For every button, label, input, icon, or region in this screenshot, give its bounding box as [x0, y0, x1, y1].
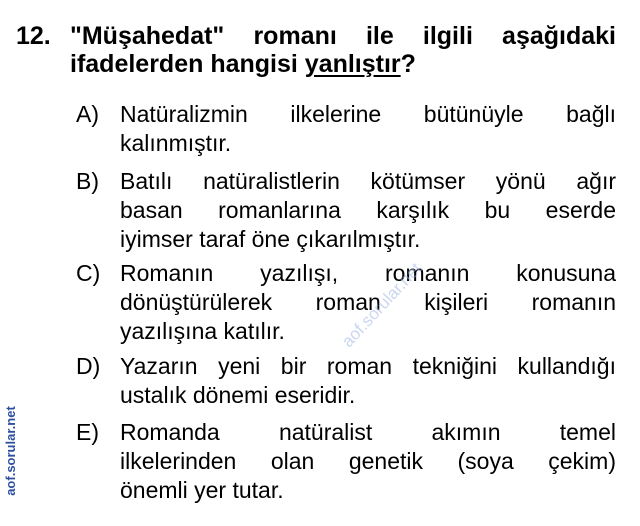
question-number: 12. — [16, 22, 51, 50]
option-a-line-1: Natüralizmin ilkelerine bütünüyle bağlı — [120, 101, 616, 127]
question-stem-line-2 — [70, 50, 616, 78]
option-d-letter[interactable]: D) — [76, 353, 101, 379]
option-e-letter[interactable]: E) — [76, 419, 99, 445]
option-e-line-2: ilkelerinden olan genetik (soya çekim) — [120, 448, 616, 474]
option-b-line-1: Batılı natüralistlerin kötümser yönü ağır — [120, 168, 616, 194]
question-emphasis: yanlıştır — [304, 50, 401, 78]
option-d-text[interactable] — [120, 352, 616, 410]
question-stem-suffix: ? — [400, 50, 416, 78]
option-a-text[interactable] — [120, 100, 616, 158]
option-b-line-3: iyimser taraf öne çıkarılmıştır. — [120, 226, 421, 252]
side-watermark: aof.sorular.net — [3, 406, 18, 496]
option-b-letter[interactable]: B) — [76, 168, 99, 194]
question-stem-prefix: ifadelerden hangisi — [70, 50, 305, 78]
option-d-line-1: Yazarın yeni bir roman tekniğini kullandığı — [120, 353, 616, 379]
center-watermark: aof.sorular.net — [338, 259, 426, 351]
option-d-line-2: ustalık dönemi eseridir. — [120, 382, 356, 408]
option-c-letter[interactable]: C) — [76, 260, 101, 286]
option-b-line-2: basan romanlarına karşılık bu eserde — [120, 197, 616, 223]
option-e-line-3: önemli yer tutar. — [120, 477, 284, 503]
option-e-text[interactable] — [120, 418, 616, 505]
question-stem — [70, 22, 616, 78]
option-c-line-3: yazılışına katılır. — [120, 318, 285, 344]
question-stem-line-1: "Müşahedat" romanı ile ilgili aşağıdaki — [70, 22, 616, 50]
option-c-line-2: dönüştürülerek roman kişileri romanın — [120, 289, 616, 315]
option-a-line-2: kalınmıştır. — [120, 130, 232, 156]
option-a-letter[interactable]: A) — [76, 101, 99, 127]
option-b-text[interactable] — [120, 167, 616, 254]
option-e-line-1: Romanda natüralist akımın temel — [120, 419, 616, 445]
option-c-line-1: Romanın yazılışı, romanın konusuna — [120, 260, 616, 286]
